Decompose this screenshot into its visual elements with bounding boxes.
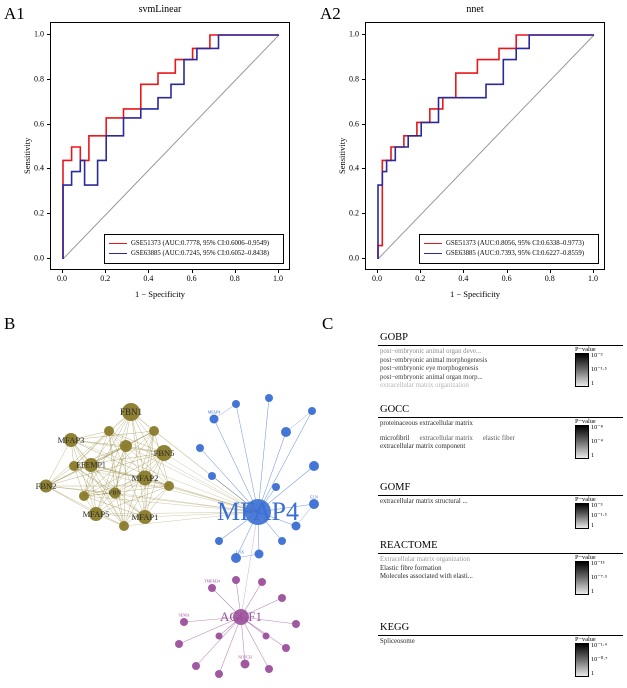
enrichment-terms — [378, 554, 623, 595]
scalebar-tick-label: 10⁻³ — [591, 502, 603, 509]
y-tick-label: 1.0 — [349, 29, 359, 39]
y-tickmark — [47, 34, 50, 35]
network-edges-nodes — [14, 336, 319, 684]
roc-plot-area-nnet — [365, 22, 605, 270]
scalebar-ticks — [591, 353, 607, 387]
network-node[interactable] — [233, 609, 249, 625]
panel-letter-a2: A2 — [320, 4, 341, 23]
scalebar-tick-label: 1 — [591, 669, 595, 677]
network-node[interactable] — [208, 584, 216, 592]
roc-chart-nnet — [325, 6, 625, 306]
network-node-label: MFAP2 — [131, 473, 159, 483]
roc-plot-area-svmlinear — [50, 22, 290, 270]
roc-legend-svmlinear — [104, 234, 284, 264]
network-node[interactable] — [210, 415, 219, 424]
scalebar-ticks — [591, 425, 603, 459]
x-tickmark — [105, 270, 106, 273]
x-tick-label: 0.8 — [229, 274, 240, 283]
scalebar-tick-label: 10⁻¹·⁵ — [591, 511, 607, 519]
scalebar-title: P−value — [575, 554, 596, 561]
network-edge — [115, 412, 131, 493]
legend-item — [424, 238, 594, 248]
network-node[interactable] — [278, 594, 286, 602]
scalebar-gradient-group — [575, 561, 623, 595]
enrichment-terms — [378, 418, 623, 471]
network-node-label: EFEMP1 — [76, 460, 106, 470]
network-node-label: LOX — [235, 549, 245, 555]
network-edge — [286, 411, 312, 432]
network-node[interactable] — [272, 483, 280, 491]
network-node[interactable] — [69, 461, 79, 471]
enrichment-term: extracellular matrix organization — [380, 382, 469, 390]
network-node[interactable] — [281, 427, 291, 437]
x-tickmark — [463, 270, 464, 273]
pvalue-scalebar — [567, 554, 623, 595]
scalebar-tick-label: 10⁻⁸ — [591, 424, 603, 431]
network-node[interactable] — [149, 426, 159, 436]
y-tick-label: 0.4 — [349, 163, 359, 173]
roc-title-nnet: nnet — [466, 4, 484, 15]
scalebar-title: P−value — [575, 346, 596, 353]
network-node[interactable] — [245, 499, 271, 525]
network-node[interactable] — [40, 480, 53, 493]
network-node[interactable] — [64, 433, 78, 447]
network-node[interactable] — [138, 471, 153, 486]
network-node[interactable] — [292, 620, 300, 628]
network-node-label: TMEM34 — [204, 578, 220, 584]
network-node[interactable] — [156, 445, 172, 461]
scalebar-gradient-group — [575, 425, 623, 459]
network-graph — [14, 336, 319, 684]
y-tick-label: 0.2 — [34, 208, 44, 218]
x-tick-label: 0.0 — [57, 274, 67, 283]
network-edge — [179, 617, 241, 644]
enrichment-term: post−embryonic animal organ morp... — [380, 373, 483, 381]
legend-line-gse63885 — [424, 253, 442, 254]
scalebar-tick-label: 1 — [591, 379, 595, 387]
x-tick-label: 0.4 — [458, 274, 469, 283]
y-tickmark — [47, 213, 50, 214]
network-node[interactable] — [110, 488, 121, 499]
network-node[interactable] — [180, 618, 188, 626]
network-node[interactable] — [231, 553, 241, 563]
x-tick-label: 1.0 — [273, 274, 283, 283]
network-node[interactable] — [278, 537, 286, 545]
enrichment-terms — [378, 346, 623, 399]
enrichment-term: post−embryonic animal organ deve... — [380, 348, 482, 355]
y-tick-label: 0.0 — [34, 253, 44, 263]
enrichment-category-title: GOMF — [380, 482, 411, 493]
y-tickmark — [47, 124, 50, 125]
enrichment-block-gomf — [378, 482, 623, 529]
scalebar-tick-label: 10⁻⁴ — [591, 437, 603, 445]
network-node[interactable] — [192, 662, 200, 670]
scalebar-ticks — [591, 643, 607, 677]
y-tickmark — [362, 34, 365, 35]
y-tickmark — [47, 168, 50, 169]
panel-letter-a1: A1 — [4, 4, 25, 23]
enrichment-panel — [378, 332, 624, 682]
network-node[interactable] — [89, 507, 103, 521]
network-edge — [241, 512, 258, 617]
enrichment-category-title: REACTOME — [380, 540, 438, 551]
enrichment-term: post−embryonic eye morphogenesis — [380, 365, 479, 373]
network-node[interactable] — [258, 578, 266, 586]
enrichment-term: extracellular matrix component — [380, 443, 466, 451]
x-tickmark — [278, 270, 279, 273]
scalebar-title: P−value — [575, 636, 596, 643]
scalebar-tick-label: 10⁻⁰·⁷ — [591, 655, 608, 663]
network-node[interactable] — [308, 407, 316, 415]
network-node[interactable] — [138, 510, 152, 524]
y-tickmark — [47, 79, 50, 80]
pvalue-scalebar — [567, 418, 623, 459]
legend-label-gse63885: GSE63885 (AUC:0.7245, 95% CI:0.6052–0.8438) — [131, 249, 270, 257]
network-node-label: FBN — [108, 489, 122, 497]
network-node[interactable] — [119, 403, 143, 421]
network-edge — [91, 412, 131, 465]
x-tickmark — [377, 270, 378, 273]
scalebar-tick-label: 10⁻¹·⁴ — [591, 642, 607, 649]
x-tick-label: 1.0 — [588, 274, 598, 283]
scalebar-ticks — [591, 503, 607, 529]
x-tick-label: 0.6 — [501, 274, 512, 283]
y-tickmark — [362, 168, 365, 169]
y-tickmark — [362, 213, 365, 214]
roc-chart-svmlinear — [10, 6, 310, 306]
x-tickmark — [593, 270, 594, 273]
legend-label-gse51373: GSE51373 (AUC:0.7778, 95% CI:0.6006–0.9549) — [131, 239, 270, 247]
x-tickmark — [420, 270, 421, 273]
network-edge — [236, 404, 258, 512]
enrichment-term: Elastic fibre formation — [380, 564, 442, 572]
network-node[interactable] — [84, 458, 98, 472]
enrichment-term: proteinaceous extracellular matrix — [380, 420, 473, 427]
y-tick-label: 1.0 — [34, 29, 44, 39]
y-tickmark — [362, 79, 365, 80]
network-node-label: MFAP4 — [207, 409, 221, 415]
enrichment-terms — [378, 636, 623, 677]
scalebar-gradient — [575, 643, 589, 677]
y-tick-label: 0.6 — [349, 119, 359, 129]
y-tickmark — [362, 258, 365, 259]
scalebar-gradient-group — [575, 353, 623, 387]
y-tickmark — [47, 258, 50, 259]
scalebar-title: P−value — [575, 496, 596, 503]
network-edge — [196, 617, 241, 666]
roc-xlabel-nnet: 1 − Specificity — [449, 289, 501, 299]
network-node[interactable] — [265, 394, 273, 402]
network-node-label: FBN2 — [35, 481, 57, 491]
network-node[interactable] — [309, 499, 319, 509]
x-tick-label: 0.2 — [100, 274, 111, 283]
scalebar-title: P−value — [575, 418, 596, 425]
network-node[interactable] — [175, 640, 183, 648]
pvalue-scalebar — [567, 496, 623, 529]
scalebar-ticks — [591, 561, 607, 595]
scalebar-tick-label: 1 — [591, 451, 595, 459]
pvalue-scalebar — [567, 636, 623, 677]
legend-item — [109, 248, 279, 258]
roc-ylabel-svmlinear: Sensitivity — [22, 137, 32, 174]
network-node-label: MFAP3 — [57, 435, 85, 445]
scalebar-gradient — [575, 353, 589, 387]
network-edge — [46, 440, 71, 486]
scalebar-tick-label: 10⁻¹⁵ — [591, 560, 605, 567]
network-node[interactable] — [104, 426, 114, 436]
x-tick-label: 0.8 — [544, 274, 555, 283]
roc-ylabel-nnet: Sensitivity — [337, 137, 347, 174]
x-tickmark — [192, 270, 193, 273]
network-edge — [91, 465, 145, 478]
legend-label-gse63885: GSE63885 (AUC:0.7393, 95% CI:0.6227–0.8559) — [446, 249, 585, 257]
enrichment-term: extracellular matrix — [419, 434, 473, 442]
x-tickmark — [550, 270, 551, 273]
network-node[interactable] — [120, 440, 132, 452]
x-tick-label: 0.4 — [143, 274, 154, 283]
scalebar-gradient — [575, 503, 589, 529]
x-tickmark — [235, 270, 236, 273]
scalebar-tick-label: 10⁻⁷·⁵ — [591, 573, 608, 581]
y-tickmark — [362, 124, 365, 125]
legend-line-gse51373 — [109, 243, 127, 244]
enrichment-block-gocc — [378, 404, 623, 471]
scalebar-tick-label: 1 — [591, 521, 595, 529]
legend-label-gse51373: GSE51373 (AUC:0.8056, 95% CI:0.6338–0.9773) — [446, 239, 585, 247]
network-hub-label: MFAP4 — [217, 497, 299, 526]
panel-letter-b: B — [4, 314, 16, 333]
pvalue-scalebar — [567, 346, 623, 387]
enrichment-term: Molecules associated with elasti... — [380, 573, 473, 581]
x-tickmark — [62, 270, 63, 273]
enrichment-block-reactome — [378, 540, 623, 595]
scalebar-gradient — [575, 561, 589, 595]
network-node[interactable] — [232, 400, 240, 408]
y-tick-label: 0.8 — [34, 74, 44, 84]
roc-xlabel-svmlinear: 1 − Specificity — [134, 289, 186, 299]
network-node[interactable] — [208, 472, 216, 480]
network-hub-label: AGGF1 — [220, 609, 262, 624]
network-node[interactable] — [216, 633, 223, 640]
enrichment-block-gobp — [378, 332, 623, 399]
enrichment-term: elastic fiber — [482, 434, 515, 442]
roc-legend-nnet — [419, 234, 599, 264]
enrichment-terms — [378, 496, 623, 529]
y-tick-label: 0.0 — [349, 253, 359, 263]
network-node-label: FBN1 — [119, 407, 143, 417]
x-tickmark — [507, 270, 508, 273]
network-node-label: MFAP5 — [82, 509, 110, 519]
network-edge — [184, 617, 241, 622]
scalebar-gradient-group — [575, 643, 623, 677]
enrichment-category-title: KEGG — [380, 622, 410, 633]
network-node[interactable] — [215, 670, 223, 678]
network-node-label: FBN5 — [153, 448, 175, 458]
enrichment-category-title: GOBP — [380, 332, 409, 343]
network-node-label: SEMA — [178, 612, 190, 618]
network-node[interactable] — [263, 633, 270, 640]
x-tick-label: 0.2 — [415, 274, 426, 283]
network-edge — [96, 446, 126, 514]
network-node[interactable] — [282, 644, 290, 652]
y-tick-label: 0.8 — [349, 74, 359, 84]
network-edge — [131, 409, 258, 512]
y-tick-label: 0.4 — [34, 163, 44, 173]
network-edge — [219, 617, 241, 674]
panel-letter-c: C — [322, 314, 334, 333]
enrichment-term: extracellular matrix structural ... — [380, 498, 468, 505]
network-node[interactable] — [196, 444, 204, 452]
network-node-label: ELN — [310, 494, 318, 500]
enrichment-term: post−embryonic animal morphogenesis — [380, 356, 488, 364]
enrichment-category-title: GOCC — [380, 404, 410, 415]
scalebar-tick-label: 10⁻¹·⁵ — [591, 365, 607, 373]
legend-item — [109, 238, 279, 248]
scalebar-tick-label: 10⁻³ — [591, 352, 603, 359]
network-node[interactable] — [79, 491, 89, 501]
scalebar-gradient — [575, 425, 589, 459]
y-tick-label: 0.6 — [34, 119, 44, 129]
network-node[interactable] — [265, 665, 273, 673]
x-tick-label: 0.0 — [372, 274, 382, 283]
enrichment-term: microfibril — [380, 434, 410, 442]
x-tick-label: 0.6 — [186, 274, 197, 283]
scalebar-gradient-group — [575, 503, 623, 529]
network-node[interactable] — [241, 660, 250, 669]
legend-line-gse51373 — [424, 243, 442, 244]
network-node[interactable] — [292, 522, 301, 531]
enrichment-term: Spliceosome — [380, 638, 415, 645]
network-node-label: NOTCH — [238, 654, 252, 660]
legend-line-gse63885 — [109, 253, 127, 254]
network-node[interactable] — [164, 481, 174, 491]
network-node[interactable] — [215, 537, 223, 545]
legend-item — [424, 248, 594, 258]
enrichment-block-kegg — [378, 622, 623, 677]
network-node-label: MFAP1 — [131, 512, 159, 522]
roc-title-svmlinear: svmLinear — [138, 4, 182, 15]
enrichment-term: Extracellular matrix organization — [380, 556, 471, 563]
network-node[interactable] — [255, 550, 264, 559]
network-node[interactable] — [309, 461, 319, 471]
network-node[interactable] — [232, 576, 240, 584]
network-node[interactable] — [119, 521, 129, 531]
scalebar-tick-label: 1 — [591, 587, 595, 595]
y-tick-label: 0.2 — [349, 208, 359, 218]
x-tickmark — [148, 270, 149, 273]
